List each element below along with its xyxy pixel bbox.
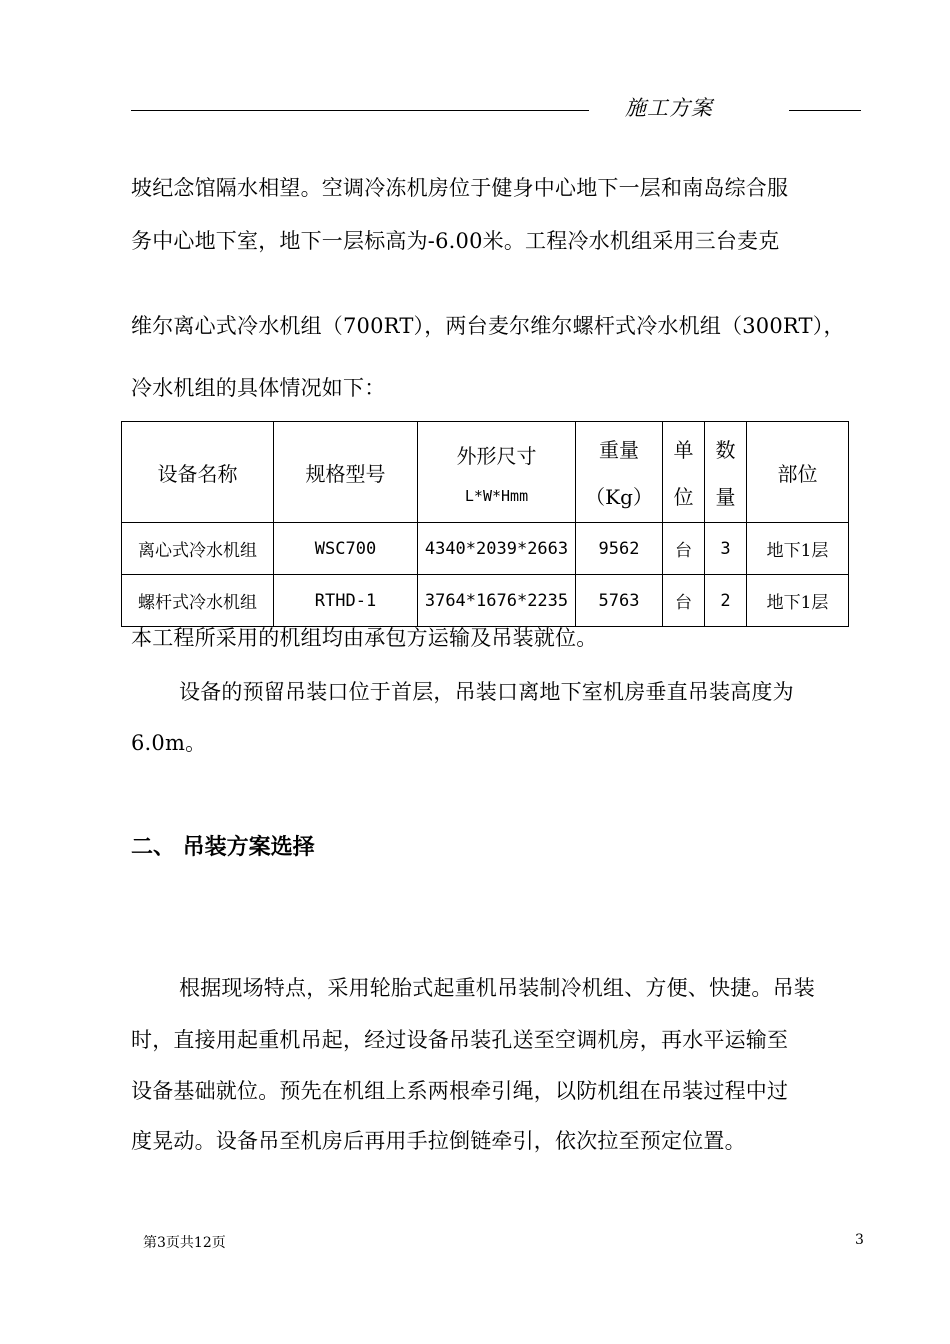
header-dimensions [418,422,576,523]
cell-model: WSC700 [274,523,418,575]
table-row [122,523,849,575]
header-weight-unit: （Kg） [585,485,653,509]
cell-weight: 9562 [576,523,663,575]
cell-qty: 3 [705,523,747,575]
cell-name: 螺杆式冷水机组 [122,575,274,627]
paragraph-line: 6.0m。 [131,731,207,755]
header-model: 规格型号 [274,422,418,523]
header-qty [705,422,747,523]
cell-location: 地下1层 [747,575,849,627]
header-rule-right [789,110,861,111]
paragraph-line: 冷水机组的具体情况如下： [131,376,386,400]
table-header-row [122,422,849,523]
header-weight [576,422,663,523]
header-title: 施工方案 [625,96,713,120]
section-heading: 二、 吊装方案选择 [131,835,315,860]
paragraph-line: 时，直接用起重机吊起，经过设备吊装孔送至空调机房，再水平运输至 [131,1028,789,1052]
header-unit-line1: 单 [673,438,694,462]
header-rule-left [131,110,589,111]
paragraph-line: 本工程所采用的机组均由承包方运输及吊装就位。 [131,626,598,650]
paragraph-line: 坡纪念馆隔水相望。空调冷冻机房位于健身中心地下一层和南岛综合服 [131,176,789,200]
cell-weight: 5763 [576,575,663,627]
paragraph-line: 设备的预留吊装口位于首层，吊装口离地下室机房垂直吊装高度为 [179,680,794,704]
header-qty-line2: 量 [715,485,736,509]
table-row [122,575,849,627]
header-unit [663,422,705,523]
cell-qty: 2 [705,575,747,627]
header-unit-line2: 位 [673,485,694,509]
header-dimensions-unit: L*W*Hmm [464,486,529,505]
cell-dimensions: 4340*2039*2663 [418,523,576,575]
paragraph-line: 根据现场特点，采用轮胎式起重机吊装制冷机组、方便、快捷。吊装 [179,976,815,1000]
footer-page-info: 第3页共12页 [143,1235,226,1251]
header-name: 设备名称 [122,422,274,523]
cell-model: RTHD-1 [274,575,418,627]
paragraph-line: 度晃动。设备吊至机房后再用手拉倒链牵引，依次拉至预定位置。 [131,1129,746,1153]
header-dimensions-label: 外形尺寸 [456,443,537,468]
header-location: 部位 [747,422,849,523]
paragraph-line: 务中心地下室，地下一层标高为-6.00米。工程冷水机组采用三台麦克 [131,229,780,253]
equipment-table [121,421,849,627]
paragraph-line: 设备基础就位。预先在机组上系两根牵引绳，以防机组在吊装过程中过 [131,1079,789,1103]
cell-dimensions: 3764*1676*2235 [418,575,576,627]
cell-unit: 台 [663,575,705,627]
cell-location: 地下1层 [747,523,849,575]
cell-unit: 台 [663,523,705,575]
cell-name: 离心式冷水机组 [122,523,274,575]
header-qty-line1: 数 [715,438,736,462]
header-weight-label: 重量 [599,438,639,462]
paragraph-line: 维尔离心式冷水机组（700RT），两台麦尔维尔螺杆式冷水机组（300RT）， [131,314,845,338]
footer-page-number: 3 [855,1232,864,1248]
